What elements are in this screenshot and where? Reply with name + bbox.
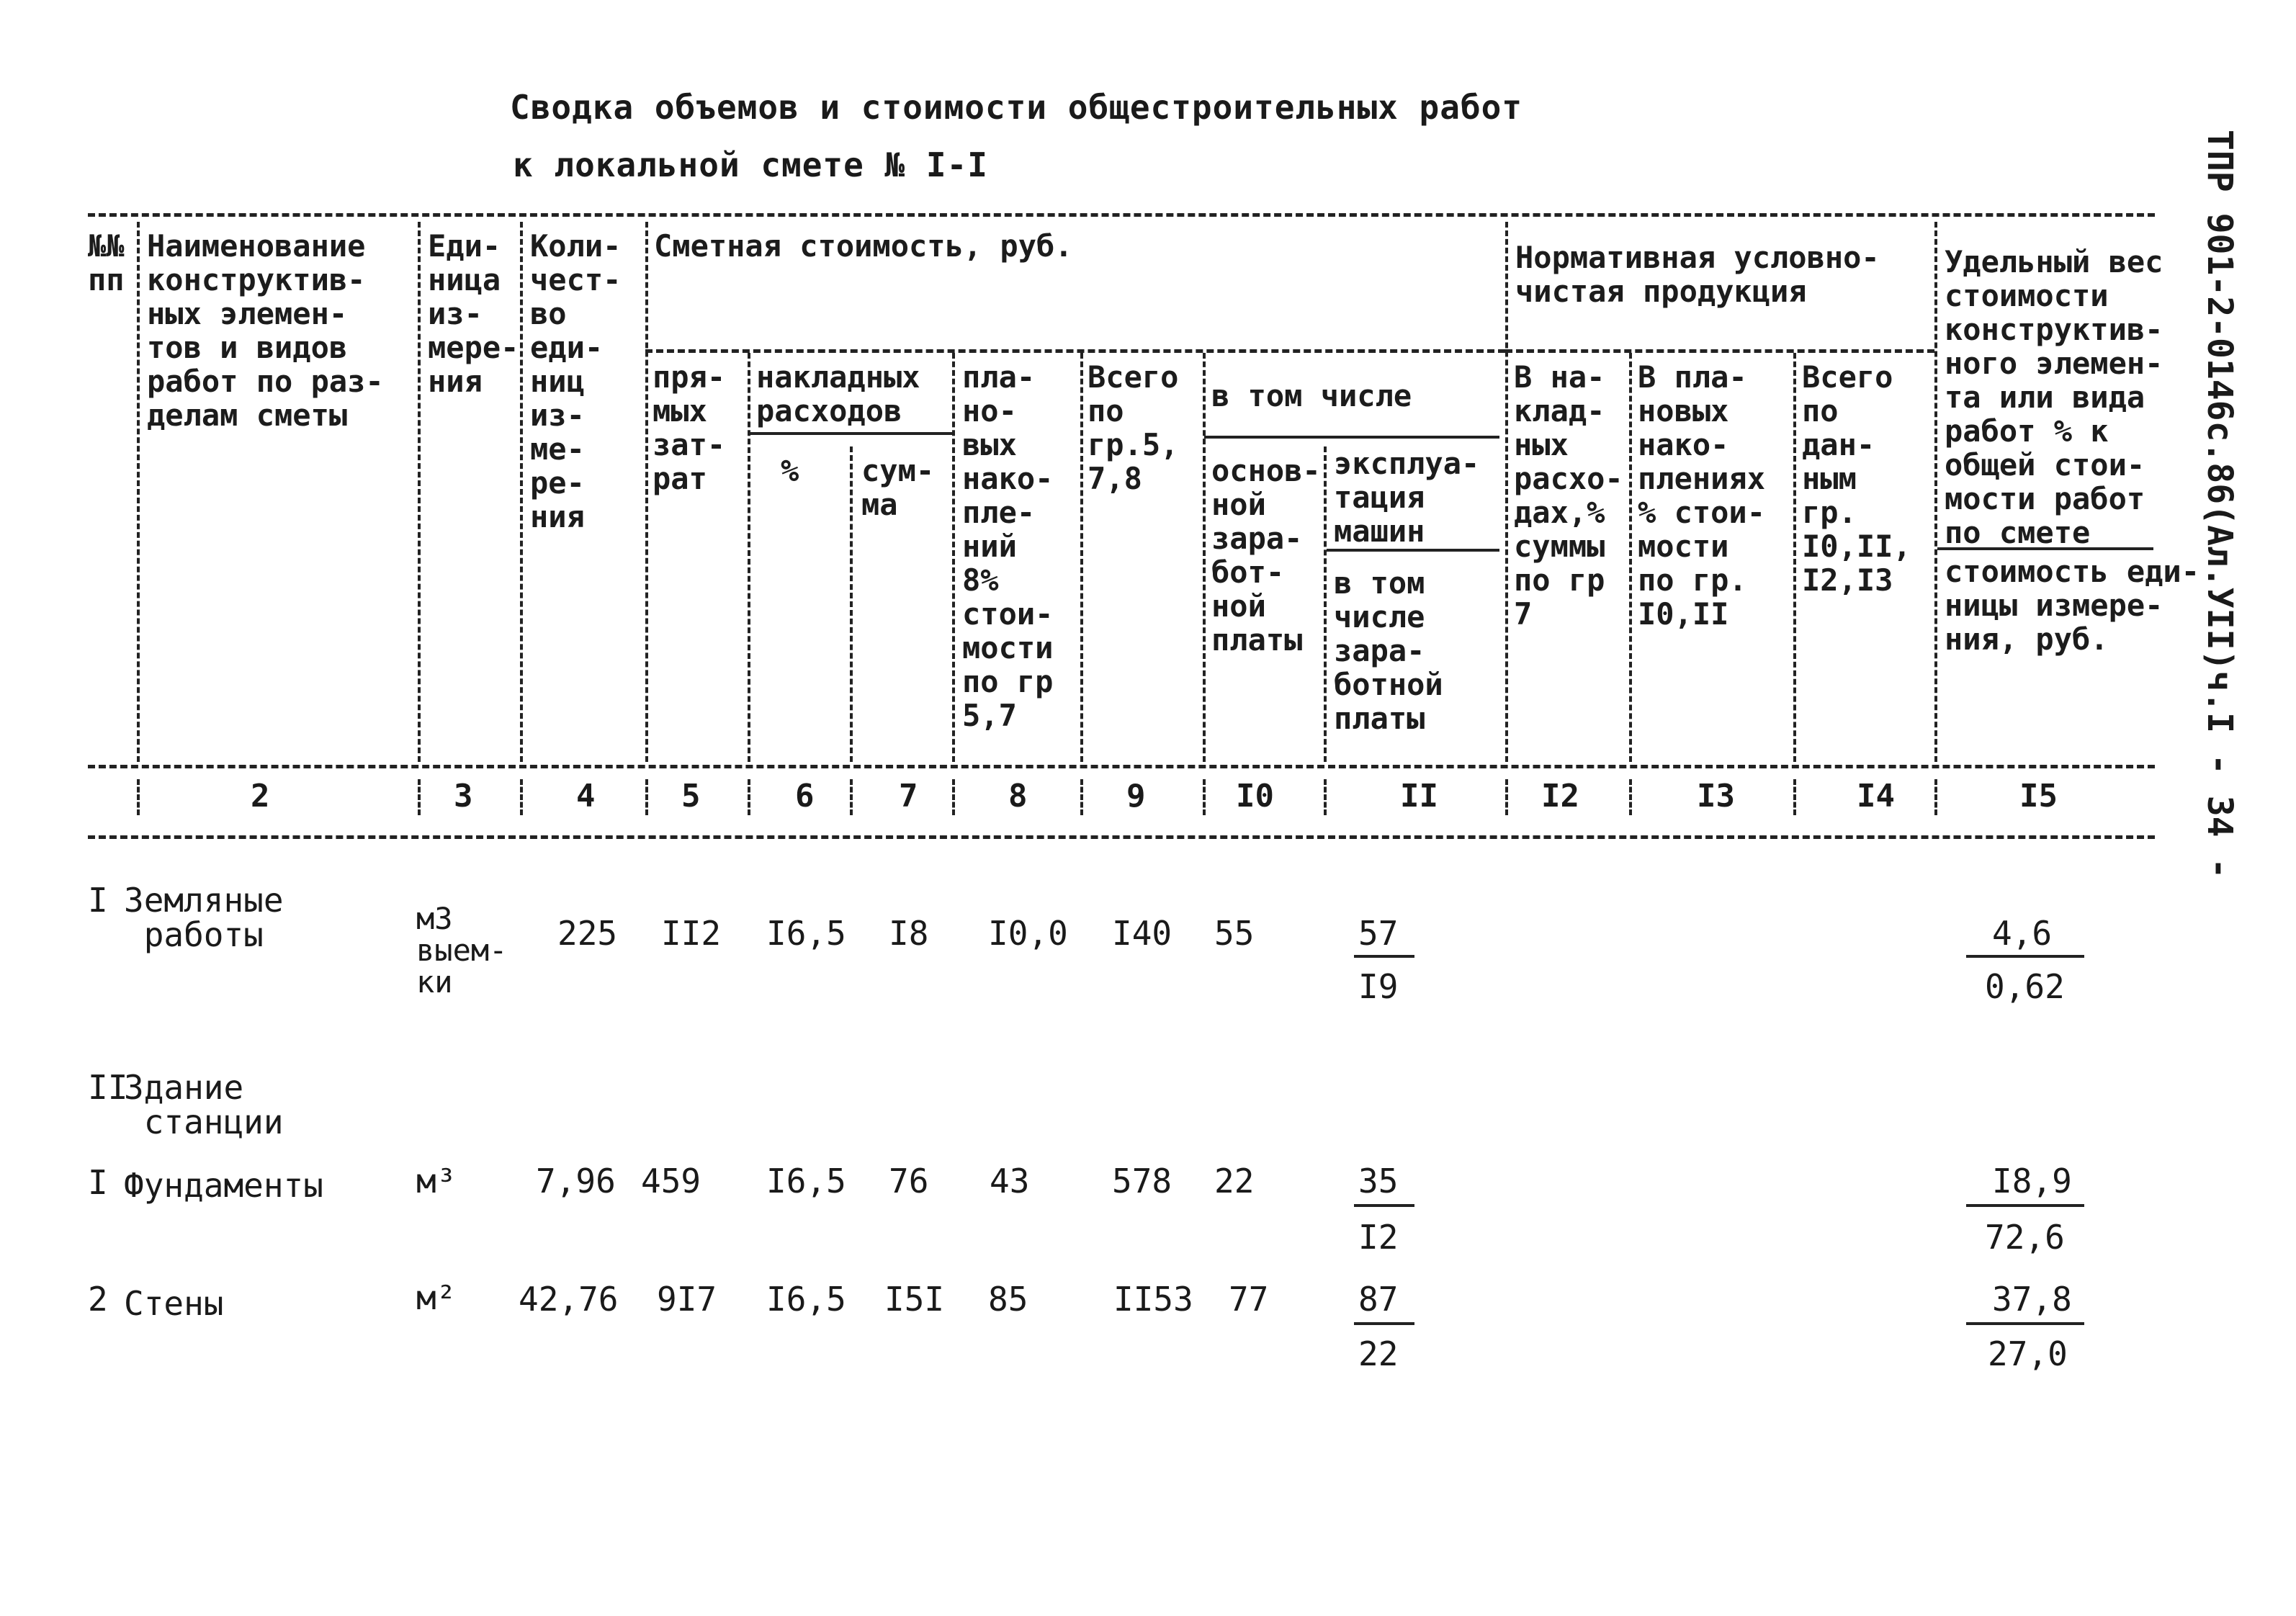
header-col-9: Всего по гр.5, 7,8: [1088, 359, 1179, 496]
row-col11-top: 35: [1358, 1162, 1399, 1200]
col-divider-11: [1505, 222, 1508, 762]
col-number-6: 6: [795, 778, 815, 814]
colnum-sep: [1203, 779, 1206, 815]
row-number: 2: [88, 1280, 108, 1319]
header-col-number: №№ пп: [88, 228, 125, 297]
row-qty: 225: [557, 914, 618, 953]
header-col-15a: Удельный вес стоимости конструктив- ного элемен- та или вида работ % к общей стои- мости работ по смете: [1945, 244, 2163, 550]
row-col15-top: 37,8: [1992, 1280, 2072, 1319]
col-divider-12: [1629, 353, 1632, 762]
row-col5: 9I7: [657, 1280, 717, 1319]
col-divider-13: [1793, 353, 1796, 762]
row-col11-fraction-line: [1354, 1204, 1414, 1207]
row-number: II: [88, 1068, 128, 1107]
row-col11-top: 57: [1358, 914, 1399, 953]
row-col15-bottom: 72,6: [1985, 1218, 2065, 1257]
normativnaya-underline: [1505, 349, 1934, 353]
col-number-3: 3: [454, 778, 473, 814]
row-col11-bottom: I9: [1358, 967, 1399, 1006]
header-col-unit: Еди- ница из- мере- ния: [428, 228, 519, 399]
row-col9: 578: [1112, 1162, 1172, 1200]
colnum-bottom-border: [88, 835, 2155, 839]
header-col-qty: Коли- чест- во еди- ниц из- ме- ре- ния: [530, 228, 622, 534]
table-top-border: [88, 213, 2155, 217]
row-qty: 42,76: [519, 1280, 619, 1319]
row-col8: I0,0: [988, 914, 1068, 953]
col-divider-14: [1934, 222, 1937, 762]
row-number: I: [88, 1163, 108, 1202]
row-name: Земляные работы: [124, 881, 284, 954]
row-col8: 85: [988, 1280, 1028, 1319]
col-divider-7: [952, 353, 955, 762]
header-col-13: В пла- новых нако- плениях % стои- мости по гр. I0,II: [1638, 359, 1766, 632]
colnum-sep: [418, 779, 421, 815]
col-number-13: I3: [1697, 778, 1735, 814]
colnum-sep: [645, 779, 648, 815]
row-col5: II2: [661, 914, 722, 953]
row-name: Стены: [124, 1284, 224, 1323]
col-divider-9: [1203, 353, 1206, 762]
colnum-sep: [137, 779, 140, 815]
header-col-11b: в том числе зара- ботной платы: [1334, 565, 1443, 736]
row-col9: I40: [1112, 914, 1172, 953]
header-col-12: В на- клад- ных расхо- дах,% суммы по гр 7: [1514, 359, 1623, 632]
row-col10: 77: [1229, 1280, 1269, 1319]
col-number-2: 2: [251, 778, 270, 814]
col-divider-5: [748, 353, 750, 762]
row-col10: 22: [1214, 1162, 1255, 1200]
col-divider-4: [645, 222, 648, 762]
header-col-6: %: [781, 453, 799, 488]
col-number-5: 5: [681, 778, 701, 814]
row-col15-fraction-line: [1966, 1322, 2084, 1325]
col-number-10: I0: [1236, 778, 1274, 814]
row-unit: м3 выем- ки: [416, 901, 508, 1000]
document-title-line1: Сводка объемов и стоимости общестроительных работ: [510, 88, 1523, 127]
col-divider-1: [137, 222, 140, 762]
col-number-15: I5: [2019, 778, 2058, 814]
document-title-line2: к локальной смете № I-I: [513, 145, 988, 184]
row-col15-bottom: 27,0: [1988, 1334, 2068, 1373]
row-col15-bottom: 0,62: [1985, 967, 2065, 1006]
row-col6: I6,5: [766, 914, 846, 953]
row-col10: 55: [1214, 914, 1255, 953]
col-number-14: I4: [1857, 778, 1895, 814]
document-side-code: ТПР 901-2-0146с.86(Ал.УII)ч.I - 34 -: [2199, 130, 2240, 879]
colnum-sep: [1324, 779, 1327, 815]
col-number-8: 8: [1008, 778, 1028, 814]
header-nakladnyh: накладных расходов: [756, 359, 920, 428]
header-smetnaya: Сметная стоимость, руб.: [654, 228, 1073, 264]
colnum-top-border: [88, 765, 2155, 768]
row-col8: 43: [990, 1162, 1030, 1200]
header-col-10: основ- ной зара- бот- ной платы: [1211, 453, 1321, 657]
colnum-sep: [1934, 779, 1937, 815]
colnum-sep: [748, 779, 750, 815]
header-v-tom-chisle: в том числе: [1211, 378, 1412, 413]
header-col-15b: стоимость еди- ницы измере- ния, руб.: [1945, 554, 2200, 657]
colnum-sep: [1080, 779, 1083, 815]
col-divider-10: [1324, 446, 1327, 762]
ekspluatatsiya-underline: [1327, 549, 1499, 552]
colnum-sep: [1793, 779, 1796, 815]
row-col15-fraction-line: [1966, 1204, 2084, 1207]
col-number-9: 9: [1126, 778, 1146, 814]
col-number-4: 4: [576, 778, 596, 814]
row-col7: 76: [889, 1162, 929, 1200]
row-qty: 7,96: [536, 1162, 616, 1200]
row-name: Здание станции: [124, 1068, 284, 1141]
row-unit: м²: [416, 1278, 457, 1317]
row-col15-fraction-line: [1966, 955, 2084, 958]
row-col11-bottom: 22: [1358, 1334, 1399, 1373]
col-divider-3: [520, 222, 523, 762]
row-col9: II53: [1113, 1280, 1193, 1319]
col-divider-8: [1080, 353, 1083, 762]
col-number-12: I2: [1541, 778, 1579, 814]
colnum-sep: [1629, 779, 1632, 815]
colnum-sep: [850, 779, 853, 815]
header-col-5: пря- мых зат- рат: [653, 359, 726, 496]
nakladnyh-underline: [749, 432, 952, 435]
row-col7: I8: [889, 914, 929, 953]
row-col11-top: 87: [1358, 1280, 1399, 1319]
header-normativnaya: Нормативная условно- чистая продукция: [1515, 240, 1880, 309]
col-number-11: II: [1400, 778, 1438, 814]
v-tom-chisle-underline: [1204, 436, 1499, 439]
row-col11-bottom: I2: [1358, 1218, 1399, 1257]
row-col7: I5I: [884, 1280, 945, 1319]
header-col-8: пла- но- вых нако- пле- ний 8% стои- мости по гр 5,7: [962, 359, 1054, 733]
row-col11-fraction-line: [1354, 1322, 1414, 1325]
colnum-sep: [1505, 779, 1508, 815]
row-col5: 459: [641, 1162, 701, 1200]
row-name: Фундаменты: [124, 1166, 323, 1205]
col-divider-2: [418, 222, 421, 762]
row-number: I: [88, 881, 108, 920]
row-col11-fraction-line: [1354, 955, 1414, 958]
header-col-7: сум- ма: [861, 453, 935, 522]
colnum-sep: [952, 779, 955, 815]
row-col15-top: 4,6: [1992, 914, 2053, 953]
col-number-7: 7: [899, 778, 918, 814]
row-col6: I6,5: [766, 1280, 846, 1319]
colnum-sep: [520, 779, 523, 815]
row-unit: м³: [416, 1162, 457, 1200]
header-col-11a: эксплуа- тация машин: [1334, 446, 1480, 549]
header-col-name: Наименование конструктив- ных элемен- тов и видов работ по раз- делам сметы: [147, 228, 384, 433]
row-col6: I6,5: [766, 1162, 846, 1200]
col-divider-6: [850, 446, 853, 762]
smetnaya-underline: [645, 349, 1505, 353]
header-col-14: Всего по дан- ным гр. I0,II, I2,I3: [1802, 359, 1911, 598]
row-col15-top: I8,9: [1992, 1162, 2072, 1200]
